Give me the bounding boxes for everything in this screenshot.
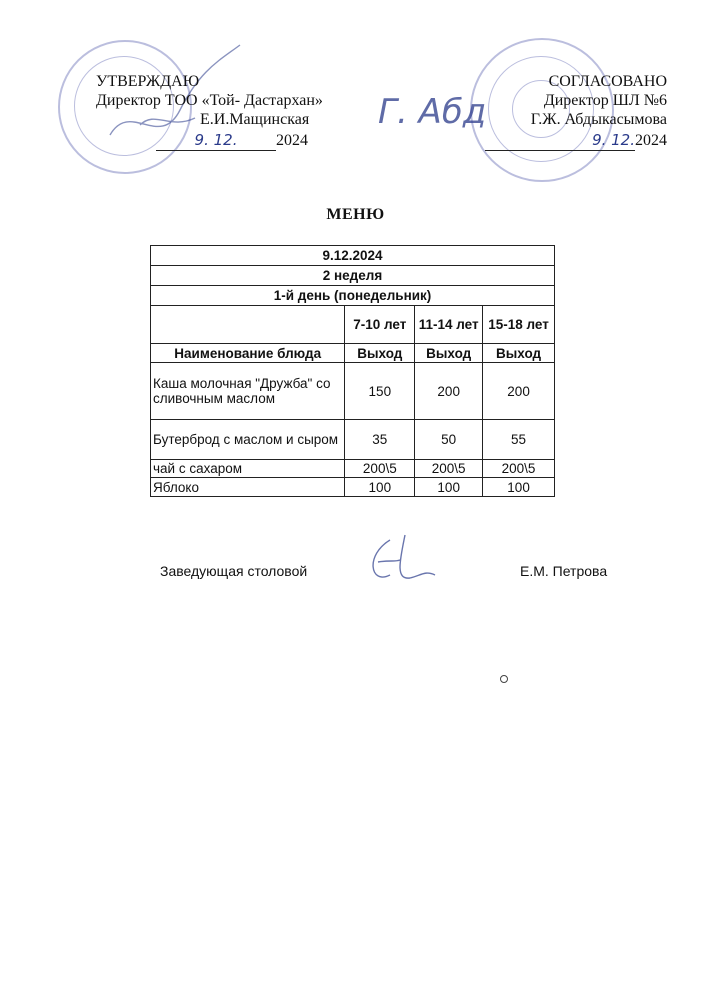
table-row xyxy=(151,478,555,497)
approval-right-year: 2024 xyxy=(635,132,667,149)
menu-day: 1-й день (понедельник) xyxy=(151,286,555,306)
dish-value: 100 xyxy=(345,478,415,497)
footer-signature-icon xyxy=(360,530,440,590)
dish-name: Каша молочная "Дружба" со сливочным маслом xyxy=(151,363,345,420)
column-header-output: Выход xyxy=(483,344,555,363)
dish-value: 200 xyxy=(483,363,555,420)
column-header-output: Выход xyxy=(345,344,415,363)
document-title: МЕНЮ xyxy=(326,206,385,223)
approval-left xyxy=(96,72,323,151)
approval-left-heading: УТВЕРЖДАЮ xyxy=(96,73,200,90)
dish-value: 200\5 xyxy=(415,460,483,478)
dish-name: Бутерброд с маслом и сыром xyxy=(151,420,345,460)
menu-week: 2 неделя xyxy=(151,266,555,286)
approval-right-position: Директор ШЛ №6 xyxy=(543,92,667,109)
dish-value: 200 xyxy=(415,363,483,420)
menu-table xyxy=(150,245,555,497)
dish-value: 200\5 xyxy=(483,460,555,478)
dish-name: Яблоко xyxy=(151,478,345,497)
dish-value: 55 xyxy=(483,420,555,460)
footer-role: Заведующая столовой xyxy=(160,563,308,579)
table-row xyxy=(151,363,555,420)
menu-date: 9.12.2024 xyxy=(151,246,555,266)
dish-value: 150 xyxy=(345,363,415,420)
approval-right-name: Г.Ж. Абдыкасымова xyxy=(530,111,667,128)
dish-value: 100 xyxy=(483,478,555,497)
column-header-output: Выход xyxy=(415,344,483,363)
approval-left-position: Директор ТОО «Той- Дастархан» xyxy=(96,92,323,109)
approval-right xyxy=(485,72,667,151)
dish-value: 35 xyxy=(345,420,415,460)
dish-name: чай с сахаром xyxy=(151,460,345,478)
age-group-3: 15-18 лет xyxy=(483,306,555,344)
dish-value: 100 xyxy=(415,478,483,497)
middle-signature: Г. Абд xyxy=(378,92,487,132)
table-row xyxy=(151,460,555,478)
column-header-dish: Наименование блюда xyxy=(151,344,345,363)
approval-right-date: 9. 12. xyxy=(592,131,635,149)
approval-left-name: Е.И.Мащинская xyxy=(200,111,310,128)
dot-mark xyxy=(500,675,508,683)
dish-value: 200\5 xyxy=(345,460,415,478)
age-group-1: 7-10 лет xyxy=(345,306,415,344)
footer-name: Е.М. Петрова xyxy=(520,563,608,579)
approval-left-date: 9. 12. xyxy=(194,131,238,149)
approval-right-heading: СОГЛАСОВАНО xyxy=(548,73,667,90)
age-group-2: 11-14 лет xyxy=(415,306,483,344)
approval-left-year: 2024 xyxy=(276,132,308,149)
table-row xyxy=(151,420,555,460)
header-blank xyxy=(151,306,345,344)
dish-value: 50 xyxy=(415,420,483,460)
